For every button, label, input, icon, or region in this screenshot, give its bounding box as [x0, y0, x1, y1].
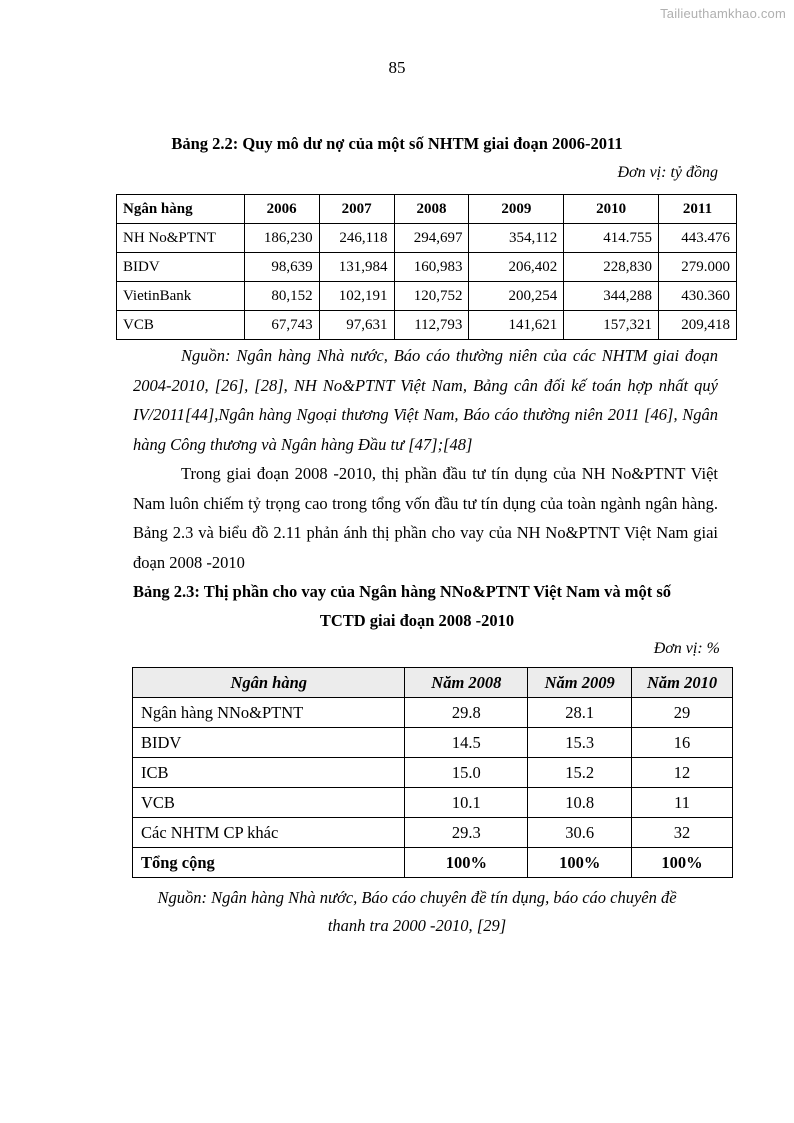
value-cell: 11: [632, 788, 733, 818]
table2-source-line1: Nguồn: Ngân hàng Nhà nước, Báo cáo chuyên đề tín dụng, báo cáo chuyên đề: [157, 888, 677, 907]
value-cell: 10.1: [405, 788, 528, 818]
value-cell: 131,984: [319, 253, 394, 282]
bank-name-cell: ICB: [133, 758, 405, 788]
value-cell: 16: [632, 728, 733, 758]
column-header: Năm 2009: [528, 668, 632, 698]
bank-name-cell: Ngân hàng NNo&PTNT: [133, 698, 405, 728]
value-cell: 28.1: [528, 698, 632, 728]
value-cell: 279.000: [659, 253, 737, 282]
bank-name-cell: VCB: [117, 311, 245, 340]
total-value-cell: 100%: [632, 848, 733, 878]
table1-source-note: [133, 341, 718, 459]
value-cell: 354,112: [469, 224, 564, 253]
value-cell: 414.755: [564, 224, 659, 253]
value-cell: 97,631: [319, 311, 394, 340]
value-cell: 246,118: [319, 224, 394, 253]
table2-source-line2: thanh tra 2000 -2010, [29]: [327, 916, 507, 935]
value-cell: 29.3: [405, 818, 528, 848]
column-header: 2010: [564, 195, 659, 224]
column-header: 2006: [244, 195, 319, 224]
table2-title-line2: TCTD giai đoạn 2008 -2010: [319, 611, 515, 630]
loan-volume-table: [116, 194, 737, 340]
value-cell: 15.2: [528, 758, 632, 788]
column-header: 2011: [659, 195, 737, 224]
table-row: [133, 758, 733, 788]
table1-source-text: Nguồn: Ngân hàng Nhà nước, Báo cáo thường niên của các NHTM giai đoạn 2004-2010, [26], [28], NH No&PTNT Việt Nam, Bảng cân đối kế toán hợp nhất quý IV/2011[44],Ngân hàng Ngoại thương Việt Nam, Báo cáo thường niên 2011 [46], Ngân hàng Công thương và Ngân hàng Đầu tư [47];[48]: [133, 346, 718, 454]
table-header-row: [133, 668, 733, 698]
table1-unit: Đơn vị: tỷ đồng: [617, 164, 718, 181]
value-cell: 102,191: [319, 282, 394, 311]
page-number: 85: [388, 58, 406, 77]
value-cell: 430.360: [659, 282, 737, 311]
column-header: Ngân hàng: [117, 195, 245, 224]
value-cell: 157,321: [564, 311, 659, 340]
table-row: [117, 311, 737, 340]
value-cell: 294,697: [394, 224, 469, 253]
table-row: [133, 818, 733, 848]
value-cell: 80,152: [244, 282, 319, 311]
column-header: Năm 2010: [632, 668, 733, 698]
body-paragraph: [133, 459, 718, 577]
bank-name-cell: BIDV: [133, 728, 405, 758]
bank-name-cell: VietinBank: [117, 282, 245, 311]
column-header: 2007: [319, 195, 394, 224]
value-cell: 186,230: [244, 224, 319, 253]
value-cell: 14.5: [405, 728, 528, 758]
table1-title: Bảng 2.2: Quy mô dư nợ của một số NHTM giai đoạn 2006-2011: [171, 134, 623, 153]
bank-name-cell: NH No&PTNT: [117, 224, 245, 253]
table2-source-note: [0, 884, 794, 940]
value-cell: 206,402: [469, 253, 564, 282]
table-row: [117, 253, 737, 282]
column-header: Năm 2008: [405, 668, 528, 698]
value-cell: 30.6: [528, 818, 632, 848]
table-row: [117, 224, 737, 253]
table-row: [133, 698, 733, 728]
table-total-row: [133, 848, 733, 878]
value-cell: 15.0: [405, 758, 528, 788]
value-cell: 112,793: [394, 311, 469, 340]
value-cell: 120,752: [394, 282, 469, 311]
value-cell: 443.476: [659, 224, 737, 253]
table-header-row: [117, 195, 737, 224]
value-cell: 228,830: [564, 253, 659, 282]
column-header: 2008: [394, 195, 469, 224]
value-cell: 344,288: [564, 282, 659, 311]
value-cell: 209,418: [659, 311, 737, 340]
total-value-cell: 100%: [528, 848, 632, 878]
value-cell: 141,621: [469, 311, 564, 340]
bank-name-cell: BIDV: [117, 253, 245, 282]
table-row: [117, 282, 737, 311]
total-value-cell: 100%: [405, 848, 528, 878]
value-cell: 160,983: [394, 253, 469, 282]
value-cell: 32: [632, 818, 733, 848]
value-cell: 10.8: [528, 788, 632, 818]
column-header: 2009: [469, 195, 564, 224]
value-cell: 67,743: [244, 311, 319, 340]
value-cell: 12: [632, 758, 733, 788]
table2-unit: Đơn vị: %: [653, 640, 720, 657]
value-cell: 29.8: [405, 698, 528, 728]
column-header: Ngân hàng: [133, 668, 405, 698]
table2-title-line1: Bảng 2.3: Thị phần cho vay của Ngân hàng NNo&PTNT Việt Nam và một số: [133, 582, 672, 601]
value-cell: 200,254: [469, 282, 564, 311]
bank-name-cell: Các NHTM CP khác: [133, 818, 405, 848]
table-row: [133, 728, 733, 758]
value-cell: 15.3: [528, 728, 632, 758]
table-row: [133, 788, 733, 818]
value-cell: 98,639: [244, 253, 319, 282]
bank-name-cell: VCB: [133, 788, 405, 818]
total-label-cell: Tổng cộng: [133, 848, 405, 878]
body-paragraph-text: Trong giai đoạn 2008 -2010, thị phần đầu tư tín dụng của NH No&PTNT Việt Nam luôn chiếm tỷ trọng cao trong tổng vốn đầu tư tín dụng của toàn ngành ngân hàng. Bảng 2.3 và biểu đồ 2.11 phản ánh thị phần cho vay của NH No&PTNT Việt Nam giai đoạn 2008 -2010: [133, 464, 718, 572]
watermark: Tailieuthamkhao.com: [660, 6, 786, 21]
loan-share-table: [132, 667, 733, 878]
value-cell: 29: [632, 698, 733, 728]
